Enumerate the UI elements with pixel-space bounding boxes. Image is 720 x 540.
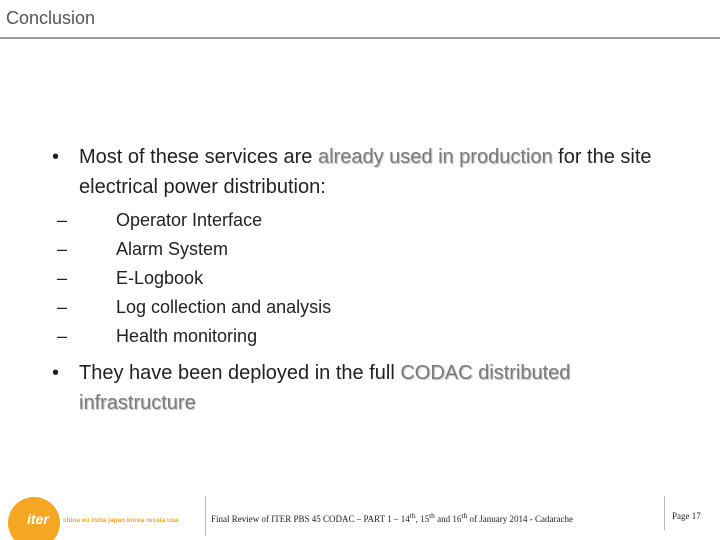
list-item-label: Alarm System — [116, 239, 229, 259]
logo-wordmark: iter — [27, 511, 49, 527]
list-item-label: E-Logbook — [116, 268, 204, 288]
logo-members: china eu india japan korea russia usa — [63, 517, 179, 524]
footer-caption-part: and 16 — [434, 514, 462, 524]
bullet-marker: • — [52, 146, 60, 168]
bullet-services — [52, 142, 692, 202]
highlight-text: CODAC distributed infrastructure — [79, 362, 571, 414]
bullet-marker: • — [52, 362, 60, 384]
footer-superscript: th — [461, 511, 468, 520]
dash-marker: – — [57, 268, 68, 288]
footer-caption-part: of January 2014 - Cadarache — [467, 514, 573, 524]
list-item-label: Operator Interface — [116, 210, 263, 230]
bullet-text: for the site electrical power distribution: — [79, 146, 652, 198]
footer-caption-part: , 15 — [415, 514, 430, 524]
dash-marker: – — [57, 297, 68, 317]
dash-marker: – — [57, 239, 68, 259]
highlight-text: already used in production — [317, 146, 553, 168]
list-item — [52, 322, 692, 351]
list-item-label: Health monitoring — [116, 326, 258, 346]
footer-caption-part: Final Review of ITER PBS 45 CODAC – PART 1 – 14 — [211, 514, 410, 524]
bullet-deployment — [52, 358, 692, 418]
list-item — [52, 206, 692, 235]
slide-footer — [0, 494, 720, 540]
footer-divider — [664, 496, 665, 530]
dash-marker: – — [57, 210, 68, 230]
footer-superscript: th — [429, 511, 435, 520]
footer-caption — [211, 511, 573, 524]
footer-divider — [205, 496, 206, 536]
iter-logo — [0, 494, 205, 540]
footer-superscript: th — [409, 511, 416, 520]
title-divider — [0, 37, 720, 39]
page-number: Page 17 — [672, 511, 701, 521]
list-item — [52, 293, 692, 322]
bullet-text: They have been deployed in the full — [79, 362, 401, 384]
list-item-label: Log collection and analysis — [116, 297, 332, 317]
dash-marker: – — [57, 326, 68, 346]
slide-content — [52, 142, 692, 418]
list-item — [52, 235, 692, 264]
slide-title: Conclusion — [6, 8, 96, 28]
bullet-text: Most of these services are — [79, 146, 318, 168]
list-item — [52, 264, 692, 293]
services-list — [52, 206, 692, 351]
